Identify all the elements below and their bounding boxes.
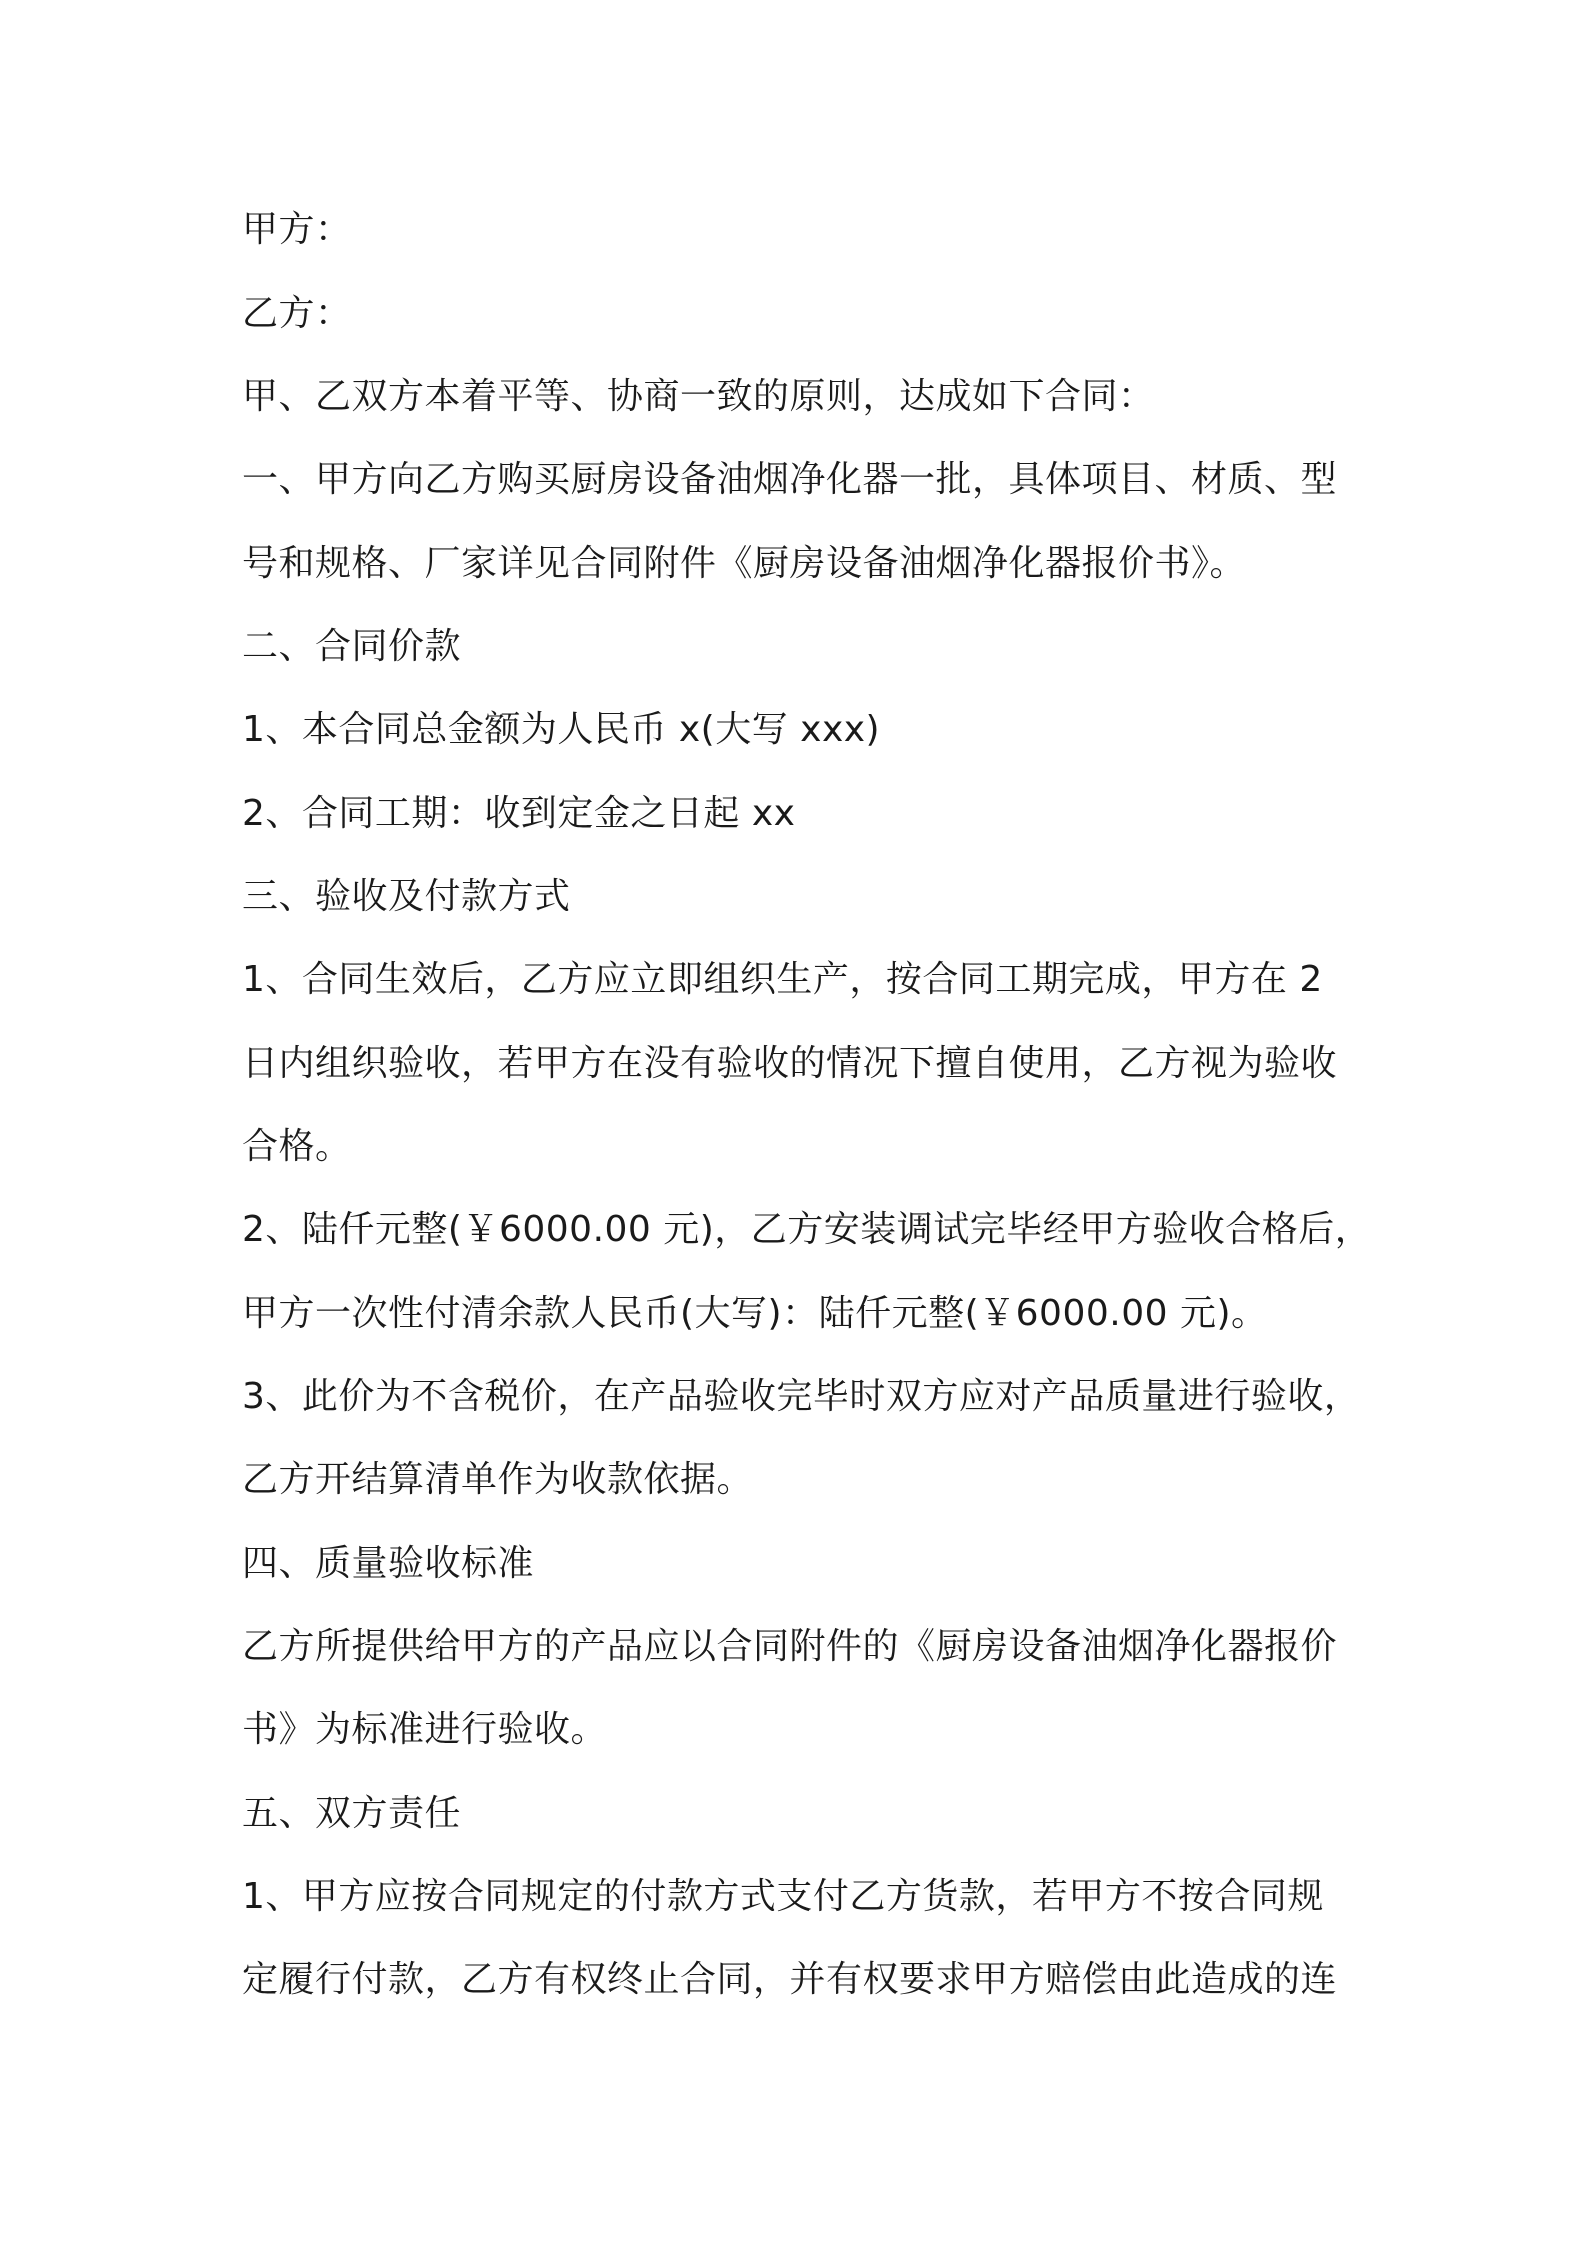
clause-3-1-line-3: 合格。 — [242, 1126, 352, 1167]
clause-3-2-line-2: 甲方一次性付清余款人民币(大写)：陆仟元整(￥6000.00 元)。 — [242, 1293, 1268, 1334]
clause-3-3-line-1: 3、此价为不含税价，在产品验收完毕时双方应对产品质量进行验收， — [242, 1376, 1361, 1417]
party-b-line: 乙方： — [242, 293, 352, 334]
section-3-heading: 三、验收及付款方式 — [242, 876, 571, 917]
clause-3-1-line-2: 日内组织验收，若甲方在没有验收的情况下擅自使用，乙方视为验收 — [242, 1043, 1338, 1084]
section-2-heading: 二、合同价款 — [242, 626, 462, 667]
section-5-heading: 五、双方责任 — [242, 1793, 462, 1834]
clause-1-line-2: 号和规格、厂家详见合同附件《厨房设备油烟净化器报价书》。 — [242, 543, 1247, 584]
clause-3-1-line-1: 1、合同生效后，乙方应立即组织生产，按合同工期完成，甲方在 2 — [242, 959, 1323, 1000]
party-a-line: 甲方： — [242, 209, 352, 250]
clause-2-1-line: 1、本合同总金额为人民币 x(大写 xxx) — [242, 709, 881, 750]
clause-1-line-1: 一、甲方向乙方购买厨房设备油烟净化器一批，具体项目、材质、型 — [242, 459, 1338, 500]
clause-5-1-line-1: 1、甲方应按合同规定的付款方式支付乙方货款，若甲方不按合同规 — [242, 1876, 1324, 1917]
section-4-heading: 四、质量验收标准 — [242, 1543, 535, 1584]
clause-3-3-line-2: 乙方开结算清单作为收款依据。 — [242, 1459, 754, 1500]
clause-2-2-line: 2、合同工期：收到定金之日起 xx — [242, 793, 796, 834]
preamble-line: 甲、乙双方本着平等、协商一致的原则，达成如下合同： — [242, 376, 1155, 417]
clause-5-1-line-2: 定履行付款，乙方有权终止合同，并有权要求甲方赔偿由此造成的连 — [242, 1959, 1338, 2000]
clause-4-line-2: 书》为标准进行验收。 — [242, 1709, 608, 1750]
clause-3-2-line-1: 2、陆仟元整(￥6000.00 元)，乙方安装调试完毕经甲方验收合格后， — [242, 1209, 1372, 1250]
clause-4-line-1: 乙方所提供给甲方的产品应以合同附件的《厨房设备油烟净化器报价 — [242, 1626, 1338, 1667]
